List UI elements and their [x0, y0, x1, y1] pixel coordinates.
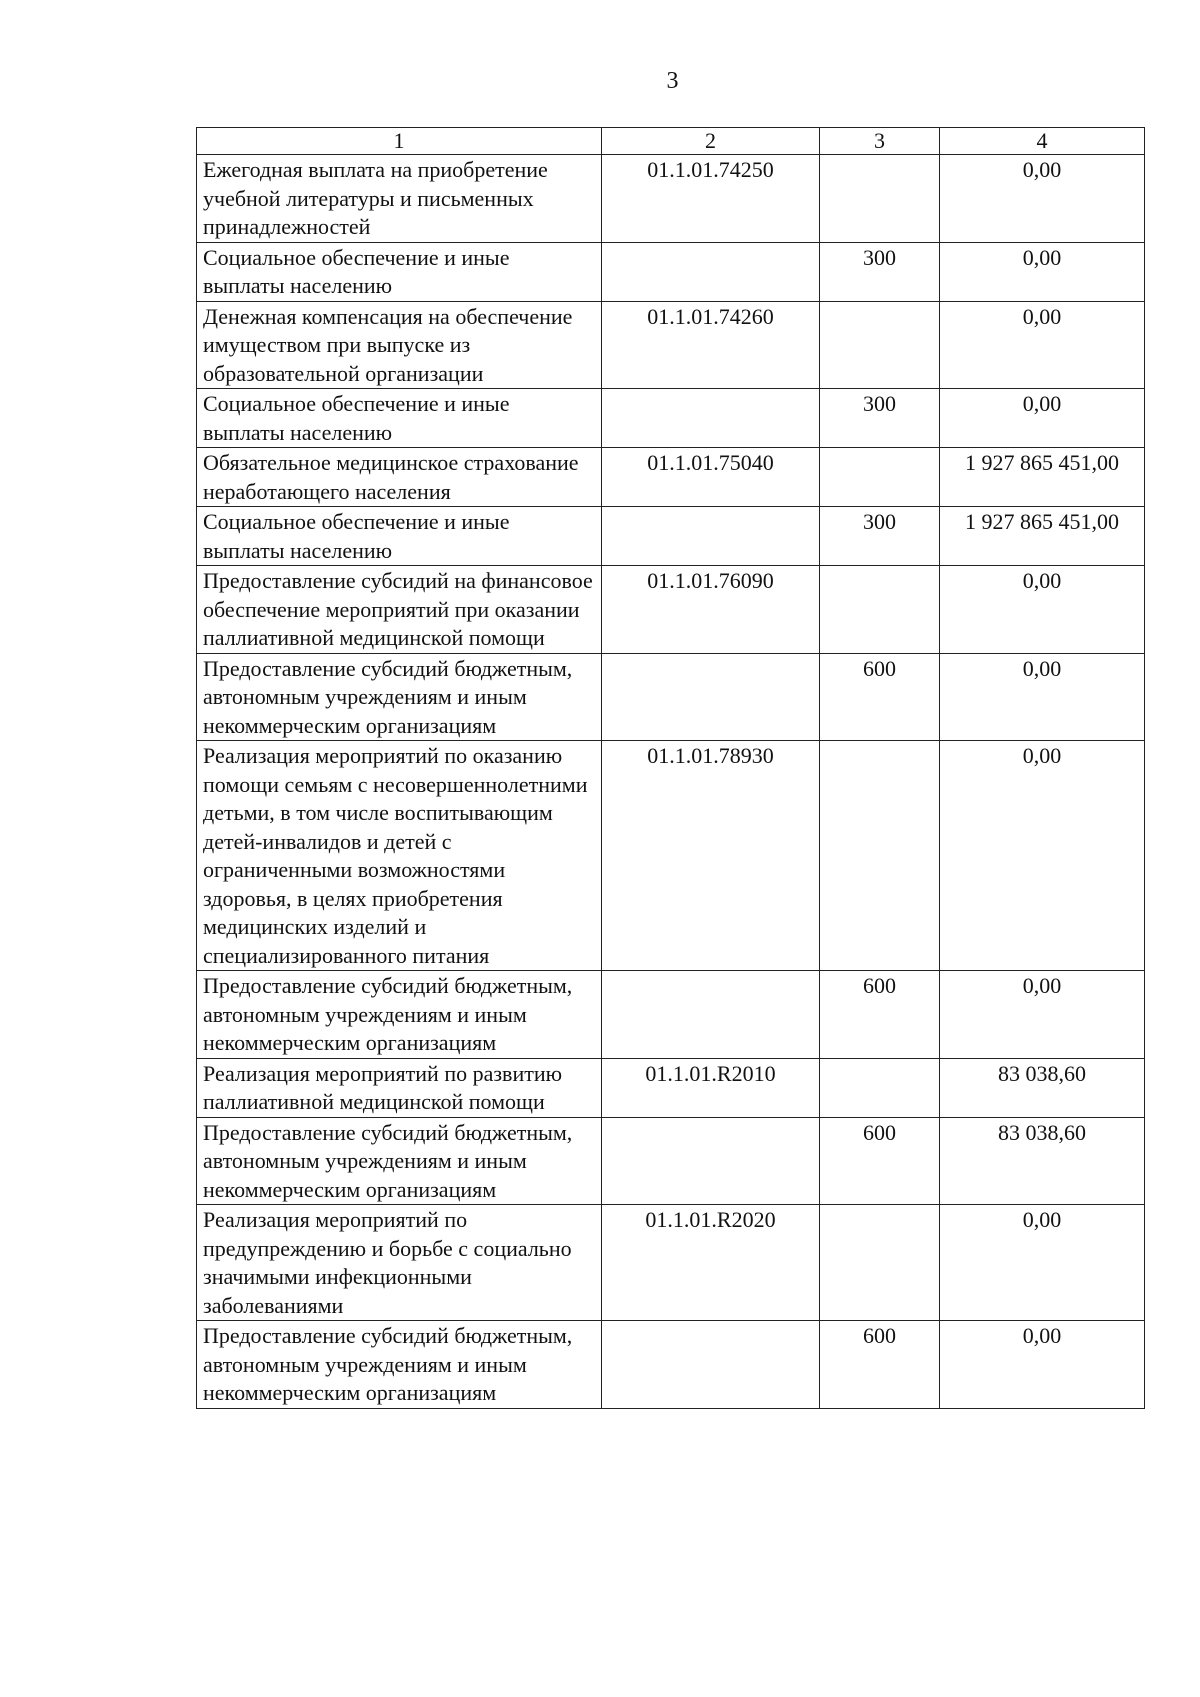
table-row [197, 566, 1145, 654]
row-code-cell: 01.1.01.76090 [602, 566, 820, 654]
row-type-cell: 600 [820, 971, 940, 1059]
table-row [197, 741, 1145, 971]
table-row [197, 653, 1145, 741]
row-name-cell: Обязательное медицинское страхование неработающего населения [197, 448, 602, 507]
row-type-cell: 300 [820, 242, 940, 301]
row-type-cell [820, 155, 940, 243]
row-name-cell: Предоставление субсидий на финансовое обеспечение мероприятий при оказании паллиативной медицинской помощи [197, 566, 602, 654]
row-type-cell: 300 [820, 507, 940, 566]
row-type-cell [820, 741, 940, 971]
table-row [197, 1321, 1145, 1409]
table-row [197, 242, 1145, 301]
row-amount-cell: 0,00 [940, 566, 1145, 654]
row-type-cell [820, 566, 940, 654]
budget-table [196, 127, 1145, 1409]
row-name-cell: Предоставление субсидий бюджетным, автономным учреждениям и иным некоммерческим организациям [197, 1321, 602, 1409]
row-code-cell [602, 971, 820, 1059]
row-type-cell [820, 1058, 940, 1117]
row-name-cell: Социальное обеспечение и иные выплаты населению [197, 242, 602, 301]
row-code-cell [602, 242, 820, 301]
row-code-cell [602, 653, 820, 741]
column-header-3: 3 [820, 128, 940, 155]
row-code-cell: 01.1.01.R2010 [602, 1058, 820, 1117]
row-amount-cell: 0,00 [940, 301, 1145, 389]
table-body [197, 155, 1145, 1409]
row-type-cell: 600 [820, 1321, 940, 1409]
column-header-4: 4 [940, 128, 1145, 155]
row-code-cell: 01.1.01.74260 [602, 301, 820, 389]
row-type-cell: 300 [820, 389, 940, 448]
table-row [197, 155, 1145, 243]
row-name-cell: Ежегодная выплата на приобретение учебной литературы и письменных принадлежностей [197, 155, 602, 243]
row-name-cell: Реализация мероприятий по развитию паллиативной медицинской помощи [197, 1058, 602, 1117]
row-type-cell: 600 [820, 653, 940, 741]
row-amount-cell: 0,00 [940, 971, 1145, 1059]
row-code-cell [602, 389, 820, 448]
table-row [197, 1058, 1145, 1117]
table-row [197, 1205, 1145, 1321]
row-type-cell [820, 448, 940, 507]
row-amount-cell: 0,00 [940, 741, 1145, 971]
table-row [197, 301, 1145, 389]
column-header-2: 2 [602, 128, 820, 155]
page-number: 3 [666, 68, 679, 94]
row-type-cell [820, 301, 940, 389]
row-name-cell: Денежная компенсация на обеспечение имуществом при выпуске из образовательной организации [197, 301, 602, 389]
row-amount-cell: 1 927 865 451,00 [940, 448, 1145, 507]
row-name-cell: Предоставление субсидий бюджетным, автономным учреждениям и иным некоммерческим организациям [197, 1117, 602, 1205]
table-row [197, 389, 1145, 448]
row-code-cell [602, 507, 820, 566]
row-amount-cell: 83 038,60 [940, 1058, 1145, 1117]
row-name-cell: Социальное обеспечение и иные выплаты населению [197, 507, 602, 566]
row-amount-cell: 0,00 [940, 242, 1145, 301]
table-row [197, 971, 1145, 1059]
row-amount-cell: 0,00 [940, 1205, 1145, 1321]
row-amount-cell: 83 038,60 [940, 1117, 1145, 1205]
row-code-cell [602, 1321, 820, 1409]
row-type-cell: 600 [820, 1117, 940, 1205]
row-code-cell: 01.1.01.R2020 [602, 1205, 820, 1321]
row-type-cell [820, 1205, 940, 1321]
table-row [197, 448, 1145, 507]
row-name-cell: Социальное обеспечение и иные выплаты населению [197, 389, 602, 448]
row-name-cell: Реализация мероприятий по предупреждению и борьбе с социально значимыми инфекционными заболеваниями [197, 1205, 602, 1321]
row-name-cell: Предоставление субсидий бюджетным, автономным учреждениям и иным некоммерческим организациям [197, 653, 602, 741]
row-code-cell: 01.1.01.74250 [602, 155, 820, 243]
row-amount-cell: 0,00 [940, 389, 1145, 448]
column-header-1: 1 [197, 128, 602, 155]
table-row [197, 1117, 1145, 1205]
row-code-cell: 01.1.01.78930 [602, 741, 820, 971]
row-amount-cell: 0,00 [940, 1321, 1145, 1409]
row-amount-cell: 1 927 865 451,00 [940, 507, 1145, 566]
row-name-cell: Реализация мероприятий по оказанию помощи семьям с несовершеннолетними детьми, в том числе воспитывающим детей-инвалидов и детей с ограниченными возможностями здоровья, в целях приобретения медицинских изделий и специализированного питания [197, 741, 602, 971]
row-name-cell: Предоставление субсидий бюджетным, автономным учреждениям и иным некоммерческим организациям [197, 971, 602, 1059]
table-row [197, 507, 1145, 566]
row-code-cell [602, 1117, 820, 1205]
table-header-row [197, 128, 1145, 155]
row-code-cell: 01.1.01.75040 [602, 448, 820, 507]
row-amount-cell: 0,00 [940, 653, 1145, 741]
row-amount-cell: 0,00 [940, 155, 1145, 243]
